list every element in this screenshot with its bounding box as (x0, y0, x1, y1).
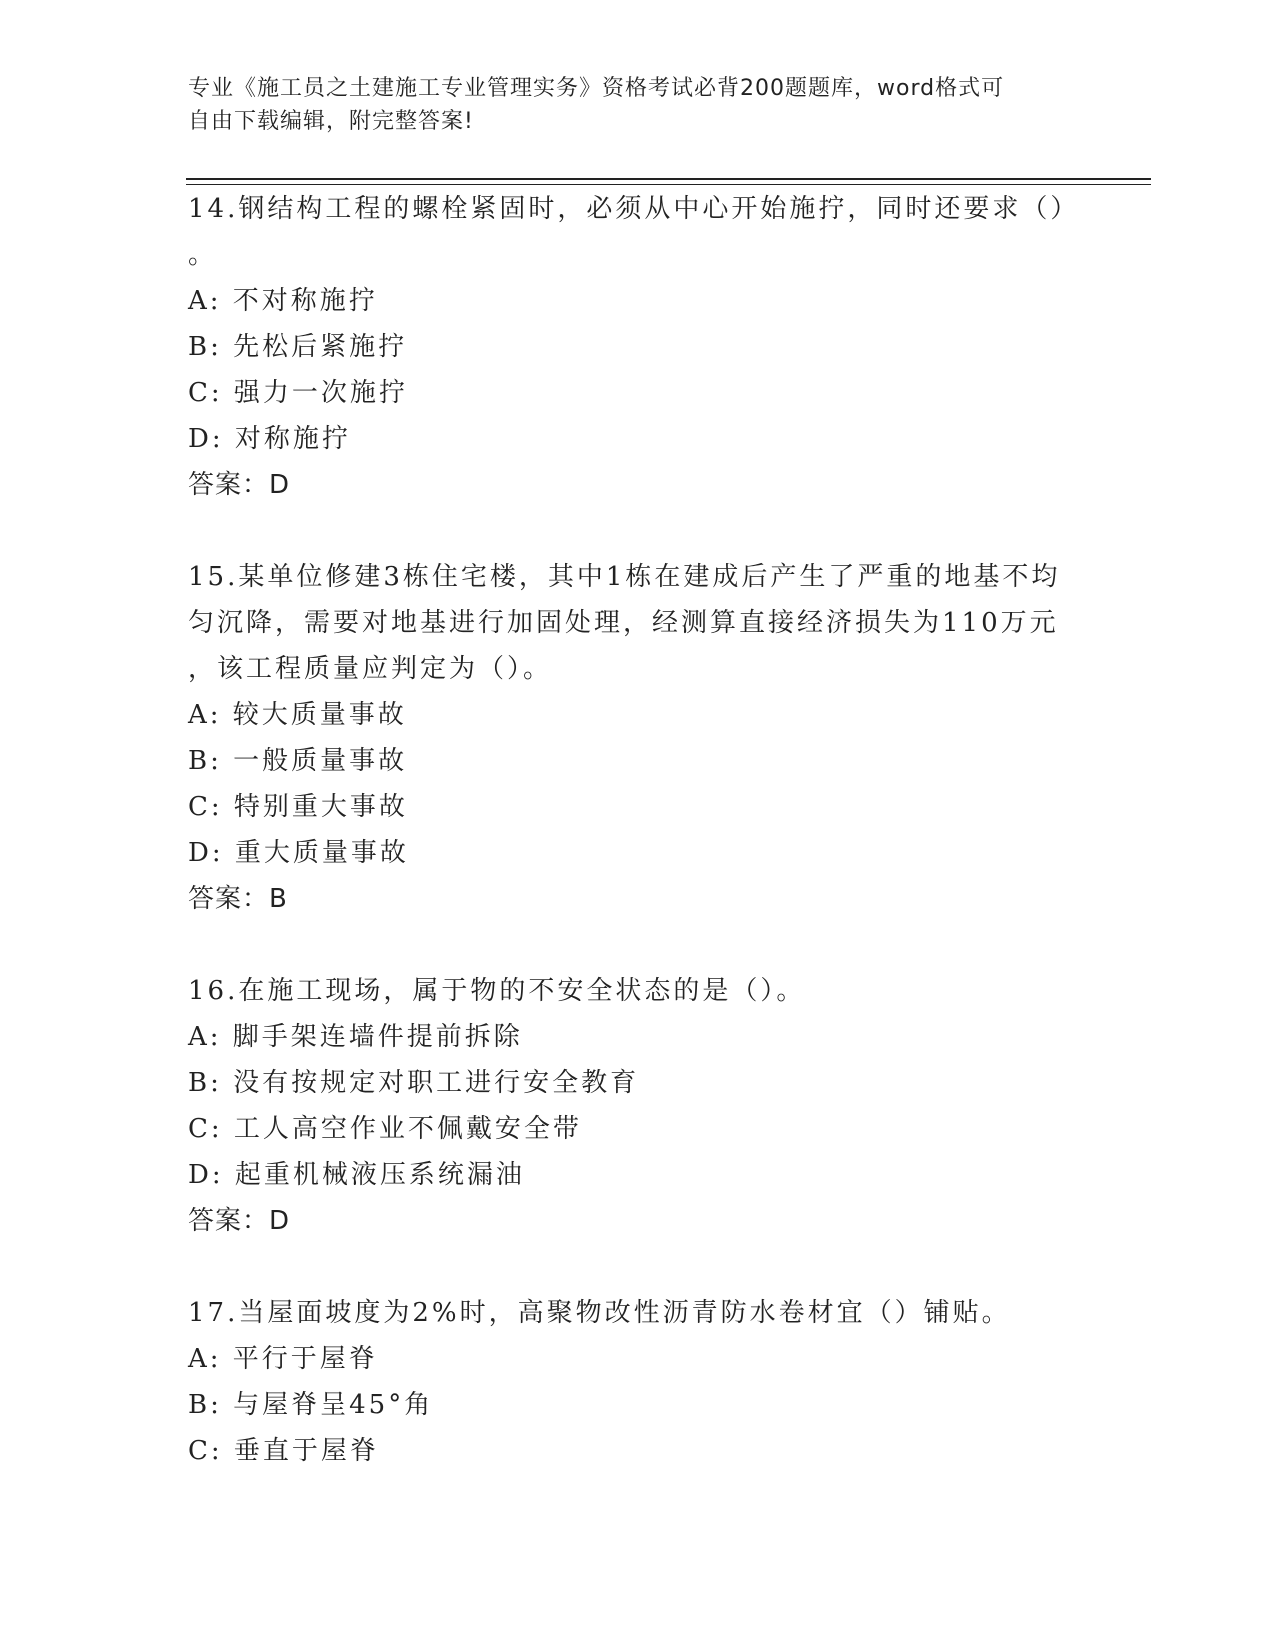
question-stem-line: 14.钢结构工程的螺栓紧固时，必须从中心开始施拧，同时还要求（） (188, 194, 1080, 224)
answer: 答案：D (188, 1206, 291, 1236)
option-a: A: 脚手架连墙件提前拆除 (188, 1022, 523, 1052)
option-c: C: 强力一次施拧 (188, 378, 408, 408)
header-line-2: 自由下载编辑，附完整答案! (188, 109, 474, 134)
question-stem-line: 16.在施工现场，属于物的不安全状态的是（）。 (188, 976, 806, 1006)
option-a: A: 平行于屋脊 (188, 1344, 378, 1374)
question-15 (188, 554, 1088, 922)
option-c: C: 特别重大事故 (188, 792, 408, 822)
document-header (188, 72, 1068, 138)
answer: 答案：B (188, 884, 288, 914)
question-list (188, 186, 1088, 1474)
header-divider-thin (186, 184, 1151, 185)
question-stem-line: 。 (188, 240, 218, 270)
option-a: A: 不对称施拧 (188, 286, 378, 316)
spacer (188, 1244, 1088, 1290)
question-16 (188, 968, 1088, 1244)
option-d: D: 对称施拧 (188, 424, 351, 454)
question-stem-line: ，该工程质量应判定为（）。 (188, 654, 553, 684)
option-c: C: 工人高空作业不佩戴安全带 (188, 1114, 582, 1144)
question-stem-line: 匀沉降，需要对地基进行加固处理，经测算直接经济损失为110万元 (188, 608, 1059, 638)
option-b: B: 与屋脊呈45°角 (188, 1390, 434, 1420)
option-c: C: 垂直于屋脊 (188, 1436, 379, 1466)
option-d: D: 重大质量事故 (188, 838, 409, 868)
spacer (188, 922, 1088, 968)
option-a: A: 较大质量事故 (188, 700, 407, 730)
question-stem-line: 17.当屋面坡度为2%时，高聚物改性沥青防水卷材宜（）铺贴。 (188, 1298, 1011, 1328)
option-b: B: 一般质量事故 (188, 746, 408, 776)
header-divider-thick (186, 178, 1151, 180)
header-line-1: 专业《施工员之土建施工专业管理实务》资格考试必背200题题库，word格式可 (188, 76, 1005, 101)
spacer (188, 508, 1088, 554)
question-stem-line: 15.某单位修建3栋住宅楼，其中1栋在建成后产生了严重的地基不均 (188, 562, 1061, 592)
answer: 答案：D (188, 470, 291, 500)
option-b: B: 没有按规定对职工进行安全教育 (188, 1068, 640, 1098)
question-14 (188, 186, 1088, 508)
option-d: D: 起重机械液压系统漏油 (188, 1160, 525, 1190)
question-17 (188, 1290, 1088, 1474)
option-b: B: 先松后紧施拧 (188, 332, 408, 362)
